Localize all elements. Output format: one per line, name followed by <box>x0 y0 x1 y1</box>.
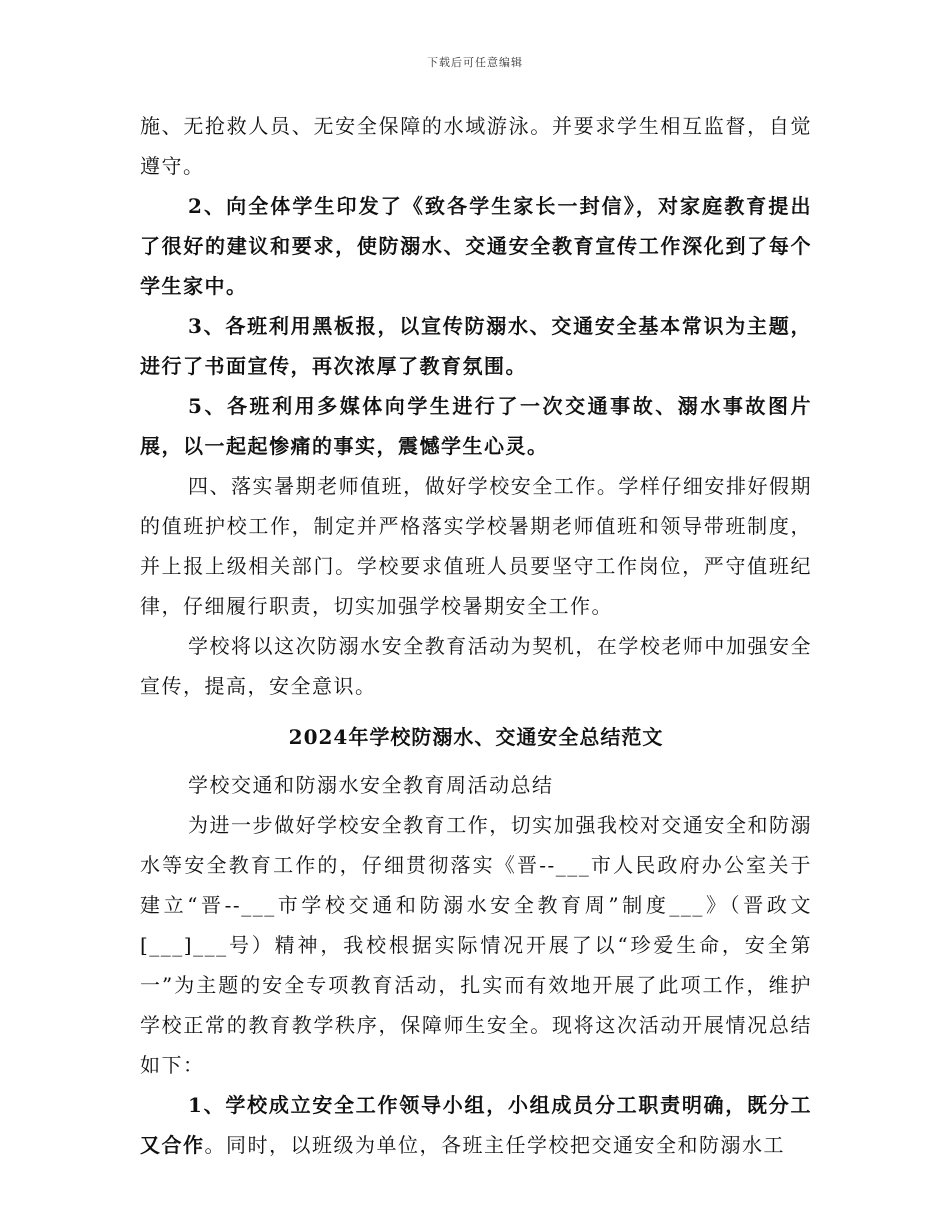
document-body <box>140 106 812 1165</box>
section-subtitle: 学校交通和防溺水安全教育周活动总结 <box>188 773 554 797</box>
paragraph-3: 3、各班利用黑板报，以宣传防溺水、交通安全基本常识为主题，进行了书面宣传，再次浓厚了教育氛围。 <box>140 314 812 378</box>
paragraph-8 <box>140 1085 812 1165</box>
paragraph-8-bold: 1、学校成立安全工作领导小组，小组成员分工职责明确，既分工又合作 <box>140 1093 812 1157</box>
paragraph-6: 学校将以这次防溺水安全教育活动为契机，在学校老师中加强安全宣传，提高，安全意识。 <box>140 634 812 698</box>
paragraph-4: 5、各班利用多媒体向学生进行了一次交通事故、溺水事故图片展，以一起起惨痛的事实，震憾学生心灵。 <box>140 394 812 458</box>
paragraph-5: 四、落实暑期老师值班，做好学校安全工作。学样仔细安排好假期的值班护校工作，制定并严格落实学校暑期老师值班和领导带班制度，并上报上级相关部门。学校要求值班人员要坚守工作岗位，严守值班纪律，仔细履行职责，切实加强学校暑期安全工作。 <box>140 474 812 618</box>
paragraph-1: 施、无抢救人员、无安全保障的水域游泳。并要求学生相互监督，自觉遵守。 <box>140 114 812 178</box>
paragraph-8-rest: 。同时，以班级为单位，各班主任学校把交通安全和防溺水工 <box>204 1133 785 1157</box>
paragraph-7: 为进一步做好学校安全教育工作，切实加强我校对交通安全和防溺水等安全教育工作的，仔细贯彻落实《晋--___市人民政府办公室关于建立“晋--___市学校交通和防溺水安全教育周”制度___》（晋政文[___]___号）精神，我校根据实际情况开展了以“珍爱生命，安全第一”为主题的安全专项教育活动，扎实而有效地开展了此项工作，维护学校正常的教育教学秩序，保障师生安全。现将这次活动开展情况总结如下： <box>140 813 812 1077</box>
page-header: 下载后可任意编辑 <box>427 56 523 69</box>
section-title: 2024年学校防溺水、交通安全总结范文 <box>288 725 664 749</box>
paragraph-2: 2、向全体学生印发了《致各学生家长一封信》，对家庭教育提出了很好的建议和要求，使防溺水、交通安全教育宣传工作深化到了每个学生家中。 <box>140 194 812 298</box>
